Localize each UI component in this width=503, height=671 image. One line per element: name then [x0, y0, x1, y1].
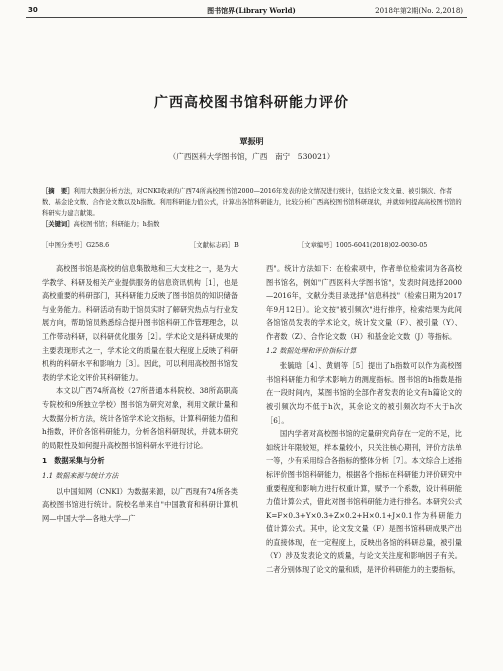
subsection-heading: 1.1 数据来源与统计方法 — [42, 471, 119, 480]
article-number: ［文章编号］1005-6041(2018)02-0030-05 — [298, 242, 428, 249]
header-rule — [26, 17, 467, 18]
body-column-left — [42, 262, 238, 525]
body-paragraph: 本文以广西74所高校（27所普通本科院校、38所高职高专院校和9所独立学校）图书馆为研究对象，利用文献计量和大数据分析方法，统计各馆学术论文指标，计算科研能力值和h指数，评价各馆科研能力，分析各馆科研现状，并就本研究的局限性及如何提升高校图书馆科研水平进行讨论。 — [42, 386, 238, 450]
body-paragraph: 以中国知网（CNKI）为数据来源，以广西现有74所各类高校图书馆进行统计。院校名单来自"中国教育和科研计算机网—中国大学—各地大学—广 — [42, 486, 238, 523]
document-code: ［文献标志码］B — [190, 242, 239, 249]
author-name: 覃振明 — [239, 136, 264, 146]
section-heading: 1 数据采集与分析 — [42, 456, 105, 466]
keywords-label: ［关键词］ — [42, 221, 74, 228]
keywords-text: 高校图书馆；科研能力；h指数 — [73, 221, 160, 228]
abstract-block — [42, 186, 464, 230]
body-paragraph: 国内学者对高校图书馆的定量研究尚存在一定的不足，比如统计年限较短，样本量较小，只关注核心期刊，评价方法单一等，少有采用综合各指标的整体分析［7］。本文综合上述指标评价图书馆科研能力，根据各个指标在科研能力评价研究中重要程度和影响力进行权重计算，赋予一个系数，设计科研能力值计算公式，借此对图书馆科研能力进行排名。本研究公式K=F×0.3+Y×0.3+Z×0.2+H×0.1+J×0.1作为科研能力值计算公式。其中，论文发文量（F）是图书馆科研成果产出的直接体现，在一定程度上，反映出各馆的科研总量，被引量（Y）涉及发表论文的质量，与论文关注度和影响因子有关。二者分别体现了论文的量和质，是评价科研能力的主要指标， — [266, 429, 462, 575]
abstract-text: 利用大数据分析方法，对CNKI收录的广西74所高校图书馆2000—2016年发表的论文情况进行统计，包括论文发文量、被引频次、作者数、基金论文数、合作论文数以及h指数。利用科研能力值公式，计算出各馆科研能力，比较分析广西高校图书馆科研现状，并就如何提高高校图书馆的科研实力建言献策。 — [42, 188, 462, 217]
article-title: 广西高校图书馆科研能力评价 — [154, 95, 349, 111]
body-paragraph: 张毓晗［4］、黄娟等［5］提出了h指数可以作为高校图书馆科研能力和学术影响力的测度指标。图书馆的h指数是指在一段时间内，某图书馆的全部作者发表的论文有h篇论文的被引频次均不低于h次，其余论文的被引频次均不大于h次［6］。 — [266, 361, 462, 425]
author-affiliation: （广西医科大学图书馆，广西 南宁 530021） — [168, 152, 335, 161]
keywords — [42, 219, 464, 230]
body-paragraph: 西"。统计方法如下：在检索项中，作者单位检索词为各高校图书馆名，例如"广西医科大学图书馆"，发表时间选择2000—2016年，文献分类目录选择"信息科技"（检索日期为2017年9月12日）。论文按"被引频次"进行排序，检索结果为此间各馆馆员发表的学术论文，统计发文量（F）、被引量（Y）、作者数（Z）、合作论文数（H）和基金论文数（J）等指标。 — [266, 264, 462, 341]
abstract-label: ［摘 要］ — [42, 188, 74, 195]
body-column-right — [266, 262, 462, 577]
abstract — [42, 186, 464, 219]
body-paragraph: 高校图书馆是高校的信息集散地和三大支柱之一，是为大学教学、科研及相关产业提供服务的信息资讯机构［1］，也是高校重要的科研部门，其科研能力反映了图书馆员的知识储备与业务能力。科研活动有助于馆员实时了解研究热点与行业发展方向，帮助馆员熟悉综合提升图书馆科研工作管理理念，以工作带动科研，以科研优化服务［2］。学术论文是科研成果的主要表现形式之一，学术论文的质量在很大程度上反映了科研机构的科研水平和影响力［3］。因此，可以利用高校图书馆发表的学术论文评价其科研能力。 — [42, 264, 238, 382]
clc-number: ［中图分类号］G258.6 — [42, 242, 110, 249]
journal-name: 图书馆界(Library World) — [207, 6, 296, 15]
issue-info: 2018年第2期(No. 2,2018) — [375, 7, 463, 15]
running-header — [0, 0, 503, 18]
page-number: 30 — [28, 6, 38, 14]
subsection-heading: 1.2 数据处理和评价指标计算 — [266, 346, 357, 355]
